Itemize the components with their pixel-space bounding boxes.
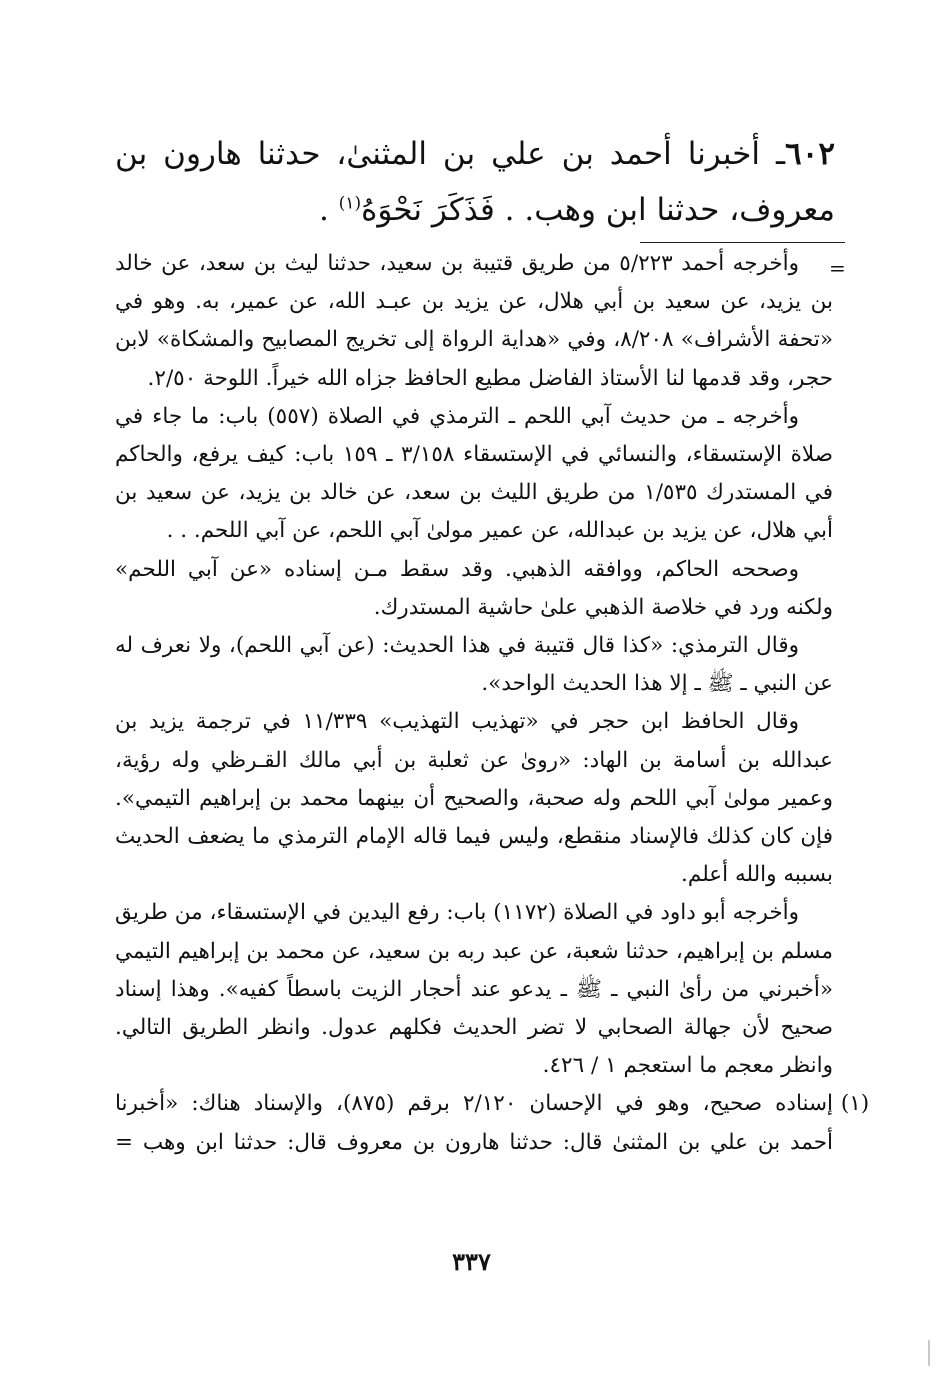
hadith-tail: . <box>318 192 339 228</box>
scan-speck <box>928 1340 930 1366</box>
hadith-body: ـ أخبرنا أحمد بن علي بن المثنىٰ، حدثنا هارون بن معروف، حدثنا ابن وهب. . فَذَكَرَ نَحْوَهُ <box>115 136 835 228</box>
footnote-1 <box>115 1085 870 1161</box>
footnote-marker: (١) <box>840 1091 870 1117</box>
footnote-paragraph: وقال الترمذي: «كذا قال قتيبة في هذا الحديث: (عن آبي اللحم)، ولا نعرف له عن النبي ـ ﷺ ـ إلا هذا الحديث الواحد». <box>115 633 833 697</box>
footnote-separator <box>640 242 845 243</box>
footnote-paragraph: وقال الحافظ ابن حجر في «تهذيب التهذيب» ١١/٣٣٩ في ترجمة يزيد بن عبدالله بن أسامة بن الهاد: «روىٰ عن ثعلبة بن أبي مالك القـرظي وله رؤية، وعمير مولىٰ آبي اللحم وله صحبة، والصحيح أن بينهما محمد بن إبراهيم التيمي». فإن كان كذلك فالإسناد منقطع، وليس فيما قاله الإمام الترمذي ما يضعف الحديث بسببه والله أعلم. <box>115 709 833 888</box>
footnote-line: إسناده صحيح، وهو في الإحسان ٢/١٢٠ برقم (٨٧٥)، والإسناد هناك: «أخبرنا <box>115 1091 833 1117</box>
footnotes <box>115 245 870 1162</box>
continuation-mark: = <box>829 256 846 280</box>
hadith-text <box>115 126 835 238</box>
footnote-line: أحمد بن علي بن المثنىٰ قال: حدثنا هارون بن معروف قال: حدثنا ابن وهب = <box>115 1129 833 1155</box>
footnote-reference: (١) <box>338 193 362 214</box>
hadith-number: ٦٠٢ <box>785 136 835 172</box>
footnote-paragraph: وأخرجه ـ من حديث آبي اللحم ـ الترمذي في الصلاة (٥٥٧) باب: ما جاء في صلاة الإستسقاء، والنسائي في الإستسقاء ٣/١٥٨ ـ ١٥٩ باب: كيف يرفع، والحاكم في المستدرك ١/٥٣٥ من طريق الليث بن سعد، عن خالد بن يزيد، عن سعيد بن أبي هلال، عن يزيد بن عبدالله، عن عمير مولىٰ آبي اللحم، عن آبي اللحم. . . <box>115 403 833 544</box>
footnote-paragraph: وصححه الحاكم، ووافقه الذهبي. وقد سقط مـن إسناده «عن آبي اللحم» ولكنه ورد في خلاصة الذهبي علىٰ حاشية المستدرك. <box>115 556 833 620</box>
footnote-paragraph: وأخرجه أحمد ٥/٢٢٣ من طريق قتيبة بن سعيد، حدثنا ليث بن سعد، عن خالد بن يزيد، عن سعيد بن أبي هلال، عن يزيد بن عبـد الله، عن عمير، به. وهو في «تحفة الأشراف» ٨/٢٠٨، وفي «هداية الرواة إلى تخريج المصابيح والمشكاة» لابن حجر، وقد قدمها لنا الأستاذ الفاضل مطيع الحافظ جزاه الله خيراً. اللوحة ٢/٥٠. <box>115 251 833 391</box>
page-number: ٣٣٧ <box>452 1247 491 1276</box>
footnote-paragraph: وأخرجه أبو داود في الصلاة (١١٧٢) باب: رفع اليدين في الإستسقاء، من طريق مسلم بن إبراهيم، حدثنا شعبة، عن عبد ربه بن سعيد، عن محمد بن إبراهيم التيمي «أخبرني من رأىٰ النبي ـ ﷺ ـ يدعو عند أحجار الزيت باسطاً كفيه». وهذا إسناد صحيح لأن جهالة الصحابي لا تضر الحديث فكلهم عدول. وانظر الطريق التالي. وانظر معجم ما استعجم ١ / ٤٢٦. <box>115 900 833 1079</box>
